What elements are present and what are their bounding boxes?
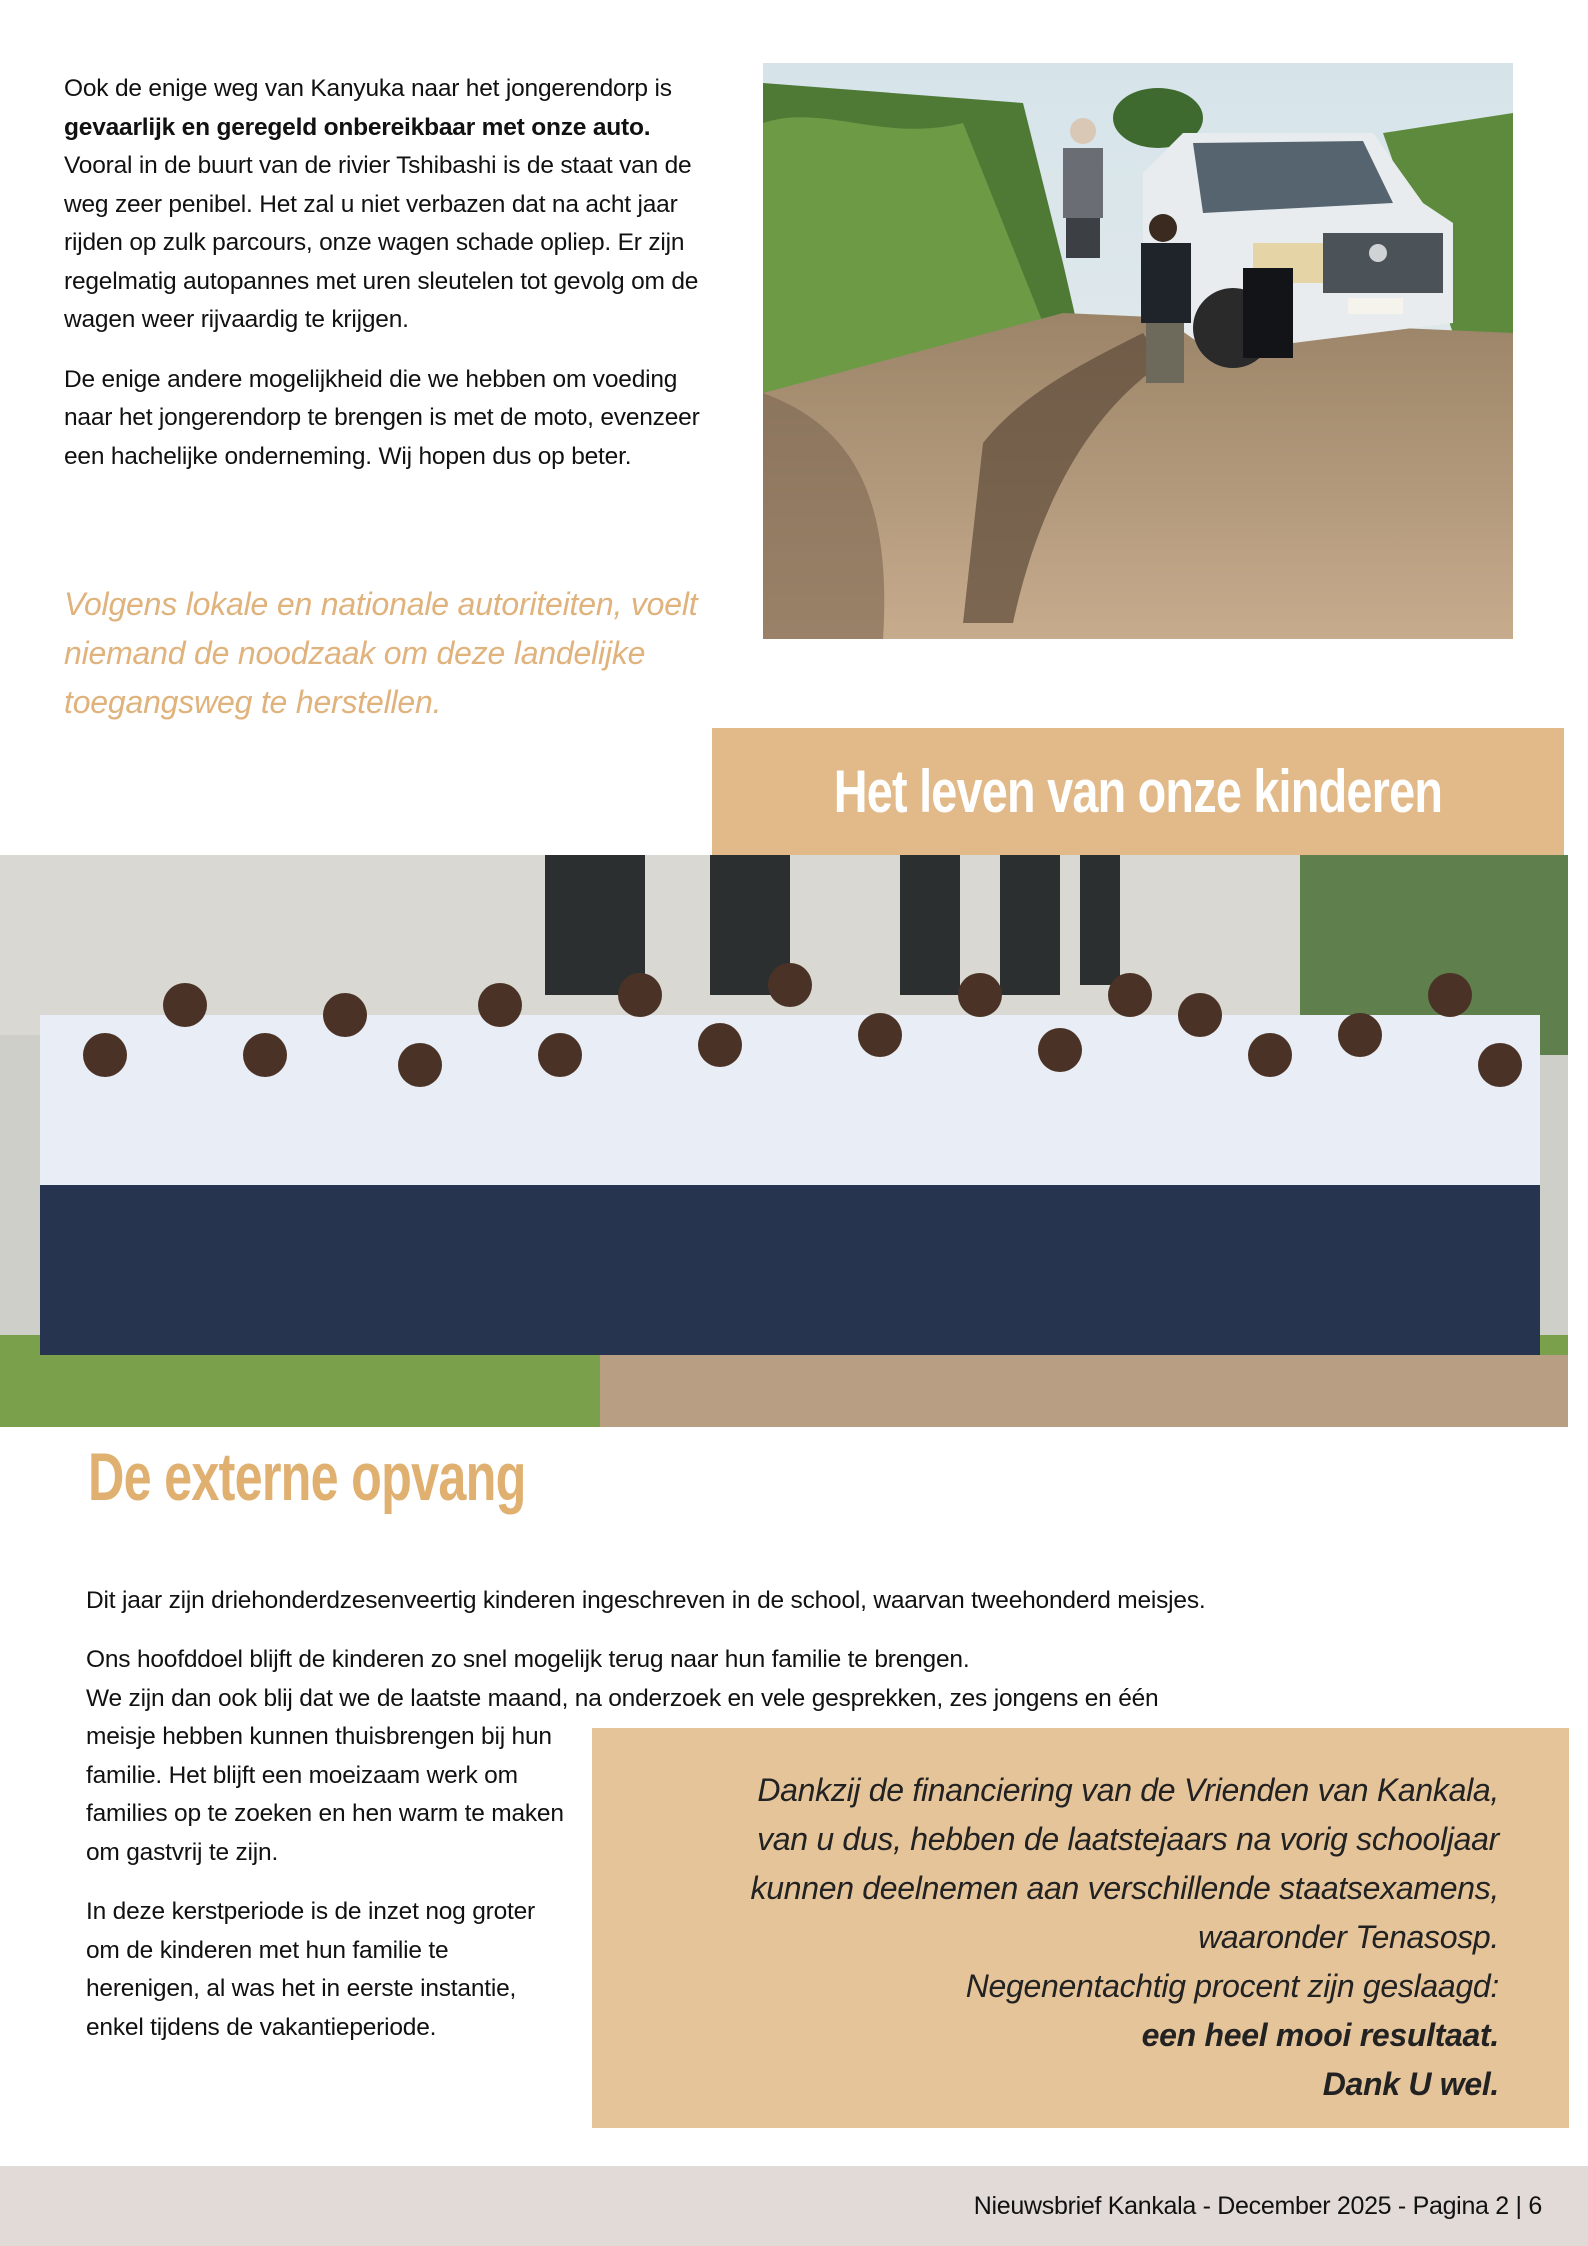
road-photo-illustration — [763, 63, 1513, 639]
road-photo — [763, 63, 1513, 639]
quote-line: kunnen deelnemen aan verschillende staatsexamens, — [750, 1870, 1499, 1906]
intro-bold-text: gevaarlijk en geregeld onbereikbaar met onze auto. — [64, 113, 651, 141]
section-paragraph-2-continued: meisje hebben kunnen thuisbrengen bij hun familie. Het blijft een moeizaam werk om families op te zoeken en hen warm te maken om gastvrij te zijn. — [86, 1723, 564, 1866]
quote-line: waaronder Tenasosp. — [1198, 1919, 1499, 1955]
section-paragraph-3: In deze kerstperiode is de inzet nog groter om de kinderen met hun familie te herenigen, al was het in eerste instantie, enkel tijdens de vakantieperiode. — [86, 1898, 536, 2041]
section-title: De externe opvang — [88, 1439, 526, 1515]
intro-text-continued: Vooral in de buurt van de rivier Tshibashi is de staat van de weg zeer penibel. Het zal u niet verbazen dat na acht jaar rijden op zulk parcours, onze wagen schade opliep. Er zijn regelmatig autopannes met uren sleutelen tot gevolg om de wagen weer rijvaardig te krijgen. — [64, 152, 699, 333]
banner-title: Het leven van onze kinderen — [833, 758, 1443, 825]
quote-line: Dankzij de financiering van de Vrienden van Kankala, — [757, 1772, 1499, 1808]
section-paragraph-1: Dit jaar zijn driehonderdzesenveertig kinderen ingeschreven in de school, waarvan tweehonderd meisjes. — [86, 1587, 1206, 1614]
group-photo-illustration — [0, 855, 1568, 1427]
quote-line: Negenentachtig procent zijn geslaagd: — [965, 1968, 1499, 2004]
group-photo — [0, 855, 1568, 1427]
section-paragraph-2 — [86, 1641, 1506, 1718]
section-paragraph-2-line-1: Ons hoofddoel blijft de kinderen zo snel mogelijk terug naar hun familie te brengen. — [86, 1646, 970, 1673]
section-banner — [712, 728, 1564, 855]
section-paragraph-2-line-2: We zijn dan ook blij dat we de laatste maand, na onderzoek en vele gesprekken, zes jongens en één — [86, 1684, 1159, 1712]
thank-you-box — [592, 1728, 1569, 2128]
students — [40, 963, 1540, 1355]
footer-text: Nieuwsbrief Kankala - December 2025 - Pagina 2 | 6 — [973, 2191, 1542, 2220]
page-footer — [0, 2166, 1588, 2246]
intro-text: Ook de enige weg van Kanyuka naar het jongerendorp is — [64, 75, 672, 102]
intro-paragraph-1 — [64, 70, 704, 340]
intro-paragraph-2: De enige andere mogelijkheid die we hebben om voeding naar het jongerendorp te brengen is met de moto, evenzeer een hachelijke onderneming. Wij hopen dus op beter. — [64, 365, 700, 470]
pullquote: Volgens lokale en nationale autoriteiten, voelt niemand de noodzaak om deze landelijke toegangsweg te herstellen. — [64, 586, 698, 720]
quote-line: van u dus, hebben de laatstejaars na vorig schooljaar — [757, 1821, 1499, 1857]
section-left-column — [86, 1718, 566, 2068]
quote-thanks-line: Dank U wel. — [1322, 2066, 1499, 2102]
intro-column — [64, 70, 704, 497]
quote-result-line: een heel mooi resultaat. — [1141, 2017, 1499, 2053]
